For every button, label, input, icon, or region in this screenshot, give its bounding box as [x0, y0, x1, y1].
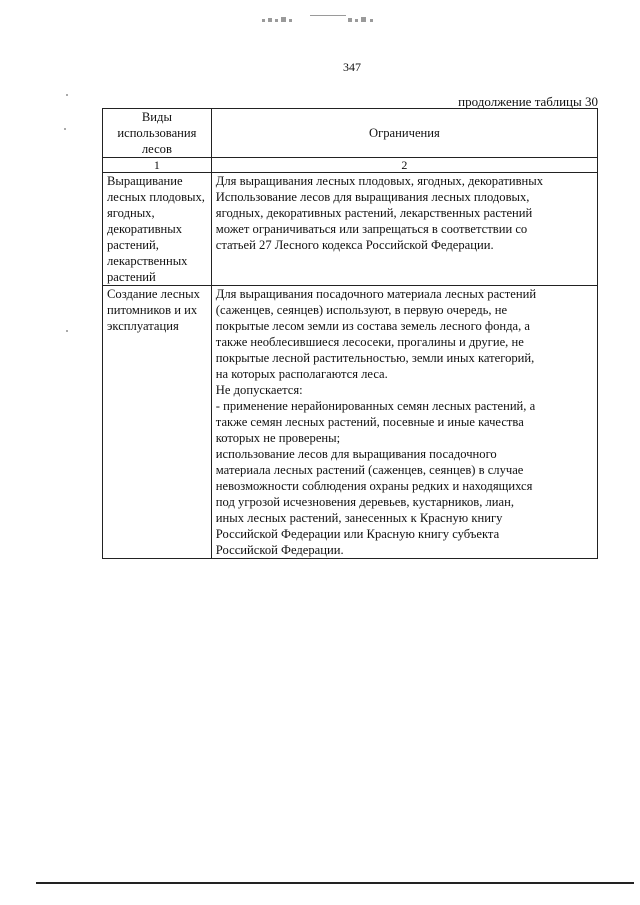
page-number: 347 — [343, 60, 361, 74]
restrictions-table — [102, 108, 598, 559]
scan-speck — [66, 94, 68, 96]
column-number-1: 1 — [103, 158, 212, 173]
restrictions-cell: Для выращивания лесных плодовых, ягодных, декоративных Использование лесов для выращивания лесных плодовых, ягодных, декоративных растений, лекарственных растений может ограничиваться или запрещаться в соответствии со статьей 27 Лесного кодекса Российской Федерации. — [211, 173, 597, 286]
table-row — [103, 286, 598, 559]
scan-speck — [64, 128, 66, 130]
table-continuation-label: продолжение таблицы 30 — [458, 94, 598, 109]
scan-speck — [66, 330, 68, 332]
header-restrictions: Ограничения — [211, 109, 597, 158]
forest-use-type-cell: Создание лесных питомников и их эксплуатация — [103, 286, 212, 559]
table-row — [103, 173, 598, 286]
forest-use-type-cell: Выращивание лесных плодовых, ягодных, декоративных растений, лекарственных растений — [103, 173, 212, 286]
column-number-2: 2 — [211, 158, 597, 173]
column-number-row — [103, 158, 598, 173]
header-forest-use-types: Виды использования лесов — [103, 109, 212, 158]
table-header-row — [103, 109, 598, 158]
bottom-rule — [36, 882, 634, 884]
restrictions-cell: Для выращивания посадочного материала лесных растений (саженцев, сеянцев) используют, в первую очередь, не покрытые лесом земли из состава земель лесного фонда, а также необлесившиеся лесосеки, прогалины и другие, не покрытые лесной растительностью, земли иных категорий, на которых располагаются леса. Не допускается: - применение нерайонированных семян лесных растений, а также семян лесных растений, посевные и иные качества которых не проверены; использование лесов для выращивания посадочного материала лесных растений (саженцев, сеянцев) в случае невозможности соблюдения охраны редких и находящихся под угрозой исчезновения деревьев, кустарников, лиан, иных лесных растений, занесенных к Красную книгу Российской Федерации или Красную книгу субъекта Российской Федерации. — [211, 286, 597, 559]
scan-artifact — [262, 14, 382, 26]
